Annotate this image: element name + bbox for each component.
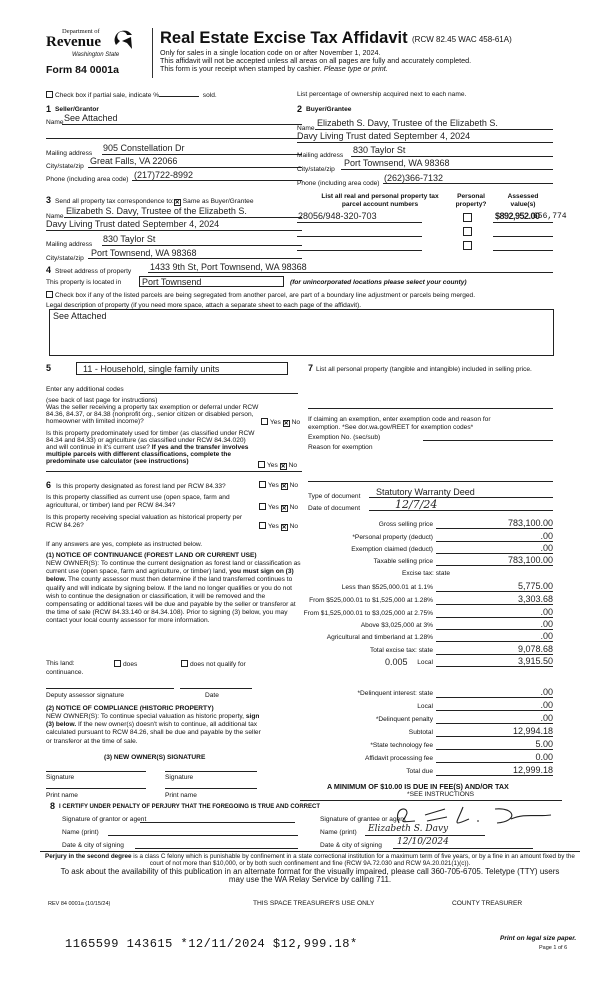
financial-label: *Delinquent penalty [375,716,433,723]
forest-answer: Yes ✕ No [259,481,298,490]
financial-value[interactable]: .00 [540,607,553,617]
financial-value[interactable]: 5.00 [535,739,553,749]
logo-state: Washington State [72,52,120,58]
new-owner-signature-title: (3) NEW OWNER(S) SIGNATURE [104,754,206,761]
section-8-number: 8 [50,801,56,811]
county-treasurer-label: COUNTY TREASURER [452,900,523,907]
exemption-info: If claiming an exemption, enter exemption code and reason for exemption. *See dor.wa.gov/REET for exemption codes* [308,416,491,432]
financial-label: Gross selling price [378,521,433,528]
partial-sale-label: Check box if partial sale, indicate % [55,92,160,99]
financial-value[interactable]: 12,994.18 [512,726,553,736]
location-select[interactable]: Port Townsend [139,276,284,287]
seller-title: Seller/Grantor [55,106,99,113]
section-6-number: 6 [46,480,52,490]
legal-description-field[interactable]: See Attached [49,309,554,356]
buyer-mail-label: Mailing address [297,152,344,159]
header-line-1: Only for sales in a single location code on or after November 1, 2024. [160,48,381,57]
financial-label: *Delinquent interest: state [357,690,433,697]
header-line-3 [160,64,388,73]
timber-question: Is this property predominately used for timber (as classified under RCW 84.34 and 84.33) or agriculture (as classified under RCW 84.34.020) and will continue in it's current use? If yes and the transfer involves multiple parcels with different classifications, complete the predominate use calculator (see instructions) [46,430,255,465]
financial-label: Local [417,703,433,710]
personal-property-header: Personal property? [455,193,487,208]
buyer-city-label: City/state/zip [297,166,335,173]
financial-value[interactable]: 783,100.00 [507,518,553,528]
does-not-option: does not qualify for [181,660,246,668]
owner-signature-label: Signature [165,774,194,781]
doc-type-field[interactable]: Statutory Warranty Deed [376,487,475,497]
doc-type-label: Type of document [308,493,361,500]
financial-label: Local [417,659,433,666]
street-address-field[interactable]: 1433 9th St, Port Townsend, WA 98368 [150,262,307,272]
personal-property-checkbox[interactable] [463,241,472,250]
correspondence-row [55,198,254,206]
financial-label: Subtotal [408,729,433,736]
seller-mail-field[interactable]: 905 Constellation Dr [103,143,185,153]
section-1-number: 1 [46,104,52,114]
certify-statement: I CERTIFY UNDER PENALTY OF PERJURY THAT THE FOREGOING IS TRUE AND CORRECT [59,804,321,810]
corr-mail-field[interactable]: 830 Taylor St [103,234,156,244]
corr-city-label: City/state/zip [46,255,84,262]
form-number: Form 84 0001a [46,64,119,76]
page-number: Page 1 of 6 [539,945,568,951]
same-as-buyer-checkbox[interactable]: ✕ [174,200,180,206]
corr-city-field[interactable]: Port Townsend, WA 98368 [91,248,197,258]
exemption-question: Was the seller receiving a property tax exemption or deferral under RCW 84.36, 84.37, or 84.38 (nonprofit org., senior citizen or disabled person, homeowner with limited income)? [46,404,259,425]
corr-name-field-1[interactable]: Elizabeth S. Davy, Trustee of the Elizabeth S. [66,206,247,216]
financial-label: Exemption claimed (deduct) [351,546,433,553]
financial-label: Above $3,025,000 at 3% [360,622,433,629]
yes-checkbox[interactable] [261,418,268,425]
section-7-number: 7 [308,363,314,373]
financial-value[interactable]: .00 [540,631,553,641]
correspondence-label: Send all property tax correspondence to: [55,198,174,205]
notice-continuance-title: (1) NOTICE OF CONTINUANCE (FOREST LAND OR CURRENT USE) [46,552,257,559]
does-option: does [114,660,137,668]
receipt-note: This form is your receipt when stamped by cashier. [160,64,322,73]
financial-label: *State technology fee [370,742,433,749]
buyer-phone-field[interactable]: (262)366-7132 [384,173,444,183]
deputy-signature-label: Deputy assessor signature [46,692,125,699]
financial-label: Taxable selling price [373,558,433,565]
type-print-note: Please type or print. [323,64,388,73]
street-label: Street address of property [55,268,132,275]
timber-answer: Yes ✕ No [258,461,297,470]
accessibility-notice: To ask about the availability of this publication in an alternate format for the visually impaired, please call 360-705-6705. Teletype (TTY) users may use the WA Relay Service by calling 711. [60,867,560,884]
deputy-date-label: Date [205,692,219,699]
additional-codes-label: Enter any additional codes [46,386,124,393]
buyer-name-field-1[interactable]: Elizabeth S. Davy, Trustee of the Elizabeth S. [317,118,498,128]
buyer-title: Buyer/Grantee [306,106,352,113]
land-use-code-select[interactable]: 11 - Household, single family units [76,362,288,375]
doc-date-field[interactable]: 12/7/24 [395,498,438,511]
corr-name-label: Name [46,213,64,220]
logo-revenue: Revenue [46,34,101,50]
assessed-value-typed: 656,774 [533,212,567,221]
section-5-number: 5 [46,363,52,373]
parcel-header: List all real and personal property tax parcel account numbers [321,193,439,208]
seller-city-label: City/state/zip [46,163,84,170]
financial-value[interactable]: .00 [540,531,553,541]
financial-label: From $525,000.01 to $1,525,000 at 1.28% [309,597,433,604]
financial-value[interactable]: 3,915.50 [517,656,553,666]
assessed-value-header: Assessed value(s) [507,193,539,208]
same-as-buyer-label: Same as Buyer/Grantee [182,198,254,205]
buyer-name-label: Name [297,125,315,132]
exemption-answer: Yes ✕ No [261,418,300,427]
personal-property-label: List all personal property (tangible and intangible) included in selling price. [316,366,532,373]
grantor-date-label: Date & city of signing [62,842,124,849]
no-checkbox[interactable]: ✕ [280,464,286,470]
financial-value[interactable]: 5,775.00 [517,581,553,591]
section-4-number: 4 [46,265,52,275]
no-checkbox[interactable]: ✕ [281,506,287,512]
forest-question: Is this property designated as forest land per RCW 84.33? [56,483,226,490]
treasurer-use-label: THIS SPACE TREASURER'S USE ONLY [253,900,375,907]
financial-value[interactable]: .00 [540,713,553,723]
owner-signature-label: Signature [46,774,75,781]
form-reference: (RCW 82.45 WAC 458-61A) [412,35,512,44]
parcel-number-field[interactable]: 28056/948-320-703 [298,211,377,221]
section-2-number: 2 [297,104,303,114]
financial-label: Less than $525,000.01 at 1.1% [341,584,433,591]
buyer-phone-label: Phone (including area code) [297,180,380,187]
this-land-label: This land: [46,660,75,667]
yes-checkbox[interactable] [259,481,266,488]
notice-compliance-title: (2) NOTICE OF COMPLIANCE (HISTORIC PROPERTY) [46,705,214,712]
grantee-signature-label: Signature of grantee or agent [320,816,406,823]
minimum-due-note: A MINIMUM OF $10.00 IS DUE IN FEE(S) AND/OR TAX [327,782,509,791]
exemption-no-label: Exemption No. (sec/sub) [308,434,381,441]
receipt-stamp: 1165599 143615 *12/11/2024 $12,999.18* [65,937,358,951]
financial-label: Total excise tax: state [369,647,433,654]
personal-property-checkbox[interactable] [463,227,472,236]
financial-label: From $1,525,000.01 to $3,025,000 at 2.75% [303,610,433,617]
financial-value[interactable]: 3,303.68 [517,594,553,604]
header-divider [152,28,153,78]
financial-label: Total due [406,768,433,775]
does-not-checkbox[interactable] [181,660,188,667]
yes-checkbox[interactable] [259,503,266,510]
ownership-note: List percentage of ownership acquired next to each name. [297,91,467,98]
see-back-note: (see back of last page for instructions) [46,397,158,404]
located-in-label: This property is located in [46,279,122,286]
grantor-name-label: Name (print) [62,829,99,836]
notice-compliance-text: NEW OWNER(S): To continue special valuation as historic property, sign (3) below. If the new owner(s) doesn't wish to continue, all additional tax calculated pursuant to RCW 84.26, shall be due and payable by the seller or transferor at the time of sale. [46,713,261,745]
financial-label: Agricultural and timberland at 1.28% [326,634,433,641]
seller-mail-label: Mailing address [46,150,93,157]
historical-answer: Yes ✕ No [259,522,298,531]
buyer-name-field-2[interactable]: Davy Living Trust dated September 4, 2024 [297,131,471,141]
segregated-checkbox[interactable] [46,291,53,298]
buyer-mail-field[interactable]: 830 Taylor St [353,145,406,155]
financial-value[interactable]: 9,078.68 [517,644,553,654]
continuance-label: continuance. [46,669,84,676]
segregated-row [46,291,475,299]
historical-question: Is this property receiving special valuation as historical property per RCW 84.26? [46,514,243,530]
buyer-city-field[interactable]: Port Townsend, WA 98368 [344,158,450,168]
local-tax-rate: 0.005 [385,657,408,667]
financial-value[interactable]: 0.00 [535,752,553,762]
partial-sale-checkbox[interactable] [46,91,53,98]
segregated-label: Check box if any of the listed parcels are being segregated from another parcel, are part of a boundary line adjustment or parcels being merged. [55,292,476,299]
logo-dept: Department of [62,28,100,35]
grantee-date-field[interactable]: 12/10/2024 [397,837,449,847]
current-use-question: Is this property classified as current use (open space, farm and agricultural, or timber) land per RCW 84.34? [46,494,230,510]
financial-value[interactable]: .00 [540,543,553,553]
grantor-signature-label: Signature of grantor or agent [62,816,147,823]
legal-description-label: Legal description of property (if you need more space, attach a separate sheet to each page of the affidavit). [46,302,362,309]
financial-value[interactable]: .00 [540,619,553,629]
see-instructions-note: *SEE INSTRUCTIONS [407,791,475,798]
current-use-answer: Yes ✕ No [259,503,298,512]
seller-city-field[interactable]: Great Falls, VA 22066 [90,156,178,166]
seller-phone-label: Phone (including area code) [46,176,129,183]
seller-name-label: Name [46,119,64,126]
yes-checkbox[interactable] [258,461,265,468]
form-title: Real Estate Excise Tax Affidavit [160,29,408,47]
does-checkbox[interactable] [114,660,121,667]
no-checkbox[interactable]: ✕ [283,421,289,427]
perjury-notice: Perjury in the second degree is a class C felony which is punishable by confinement in a state correctional institution for a maximum term of five years, or by a fine in an amount fixed by the court of not more than $10,000, or by both such confinement and fine (RCW 9A.72.030 and RCW 9A.20.021(1)(c)). [45,853,575,867]
personal-property-checkbox[interactable] [463,213,472,222]
owner-print-name-label: Print name [46,792,78,799]
doc-date-label: Date of document [308,505,361,512]
financial-value[interactable]: 783,100.00 [507,555,553,565]
sold-label: sold. [202,92,217,99]
notice-continuance-text: NEW OWNER(S): To continue the current designation as forest land or classification as current use (open space, farm and agriculture, or timber) land, you must sign on (3) below. The county assessor must then determine if the land transferred continues to qualify and will indicate by signing below. If the land no longer qualifies or you do not wish to continue the designation or classification, it will be removed and the compensating or additional taxes will be due and payable by the seller or transferor at the time of sale (RCW 84.33.140 or 84.34.108). Prior to signing (3) below, you may contact your local county assessor for more information. [46,560,301,625]
revision-label: REV 84 0001a (10/15/24) [48,901,111,907]
header-line-2: This affidavit will not be accepted unless all areas on all pages are fully and accurately completed. [160,56,472,65]
no-checkbox[interactable]: ✕ [281,484,287,490]
financial-value[interactable]: .00 [540,687,553,697]
seller-phone-field[interactable]: (217)722-8992 [134,170,194,180]
seller-name-field[interactable]: See Attached [64,113,118,123]
logo-mark-icon [113,27,135,51]
assessed-value-field[interactable]: $892,952.00 [495,211,540,221]
if-yes-note: If any answers are yes, complete as instructed below. [46,541,203,548]
grantee-date-label: Date & city of signing [320,842,382,849]
no-checkbox[interactable]: ✕ [281,525,287,531]
legal-paper-note: Print on legal size paper. [500,935,577,942]
grantee-name-label: Name (print) [320,829,357,836]
exemption-reason-label: Reason for exemption [308,444,373,451]
owner-print-name-label: Print name [165,792,197,799]
financial-value[interactable]: .00 [540,700,553,710]
financial-label: Affidavit processing fee [364,755,433,762]
financial-label: *Personal property (deduct) [352,534,433,541]
financial-value[interactable]: 12,999.18 [512,765,553,775]
corr-name-field-2[interactable]: Davy Living Trust dated September 4, 2024 [46,219,220,229]
financial-label: Excise tax: state [401,570,450,577]
section-3-number: 3 [46,195,52,205]
corr-mail-label: Mailing address [46,241,93,248]
grantee-name-field[interactable]: Elizabeth S. Davy [368,824,449,834]
unincorporated-note: (for unincorporated locations please select your county) [290,279,467,286]
partial-sale-row [46,91,217,99]
yes-checkbox[interactable] [259,522,266,529]
